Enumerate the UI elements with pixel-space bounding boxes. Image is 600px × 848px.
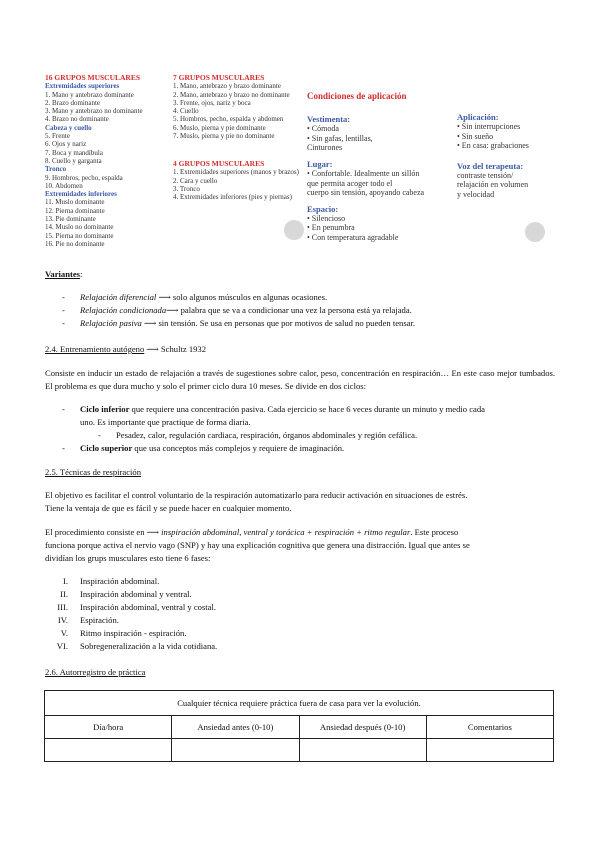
section-2-5-para2c: dividían los grups musculares esto tiene 6 fases: <box>45 553 211 563</box>
group-item: 12. Pierna dominante <box>45 206 105 215</box>
condition-line: relajación en volumen <box>457 180 529 190</box>
seven-groups-column <box>173 74 303 140</box>
section-title: 2.4. Entrenamiento autógeno <box>45 344 145 354</box>
variante-item: - <box>62 305 65 315</box>
condition-line: y velocidad <box>457 189 495 199</box>
condition-line: • Cómoda <box>307 124 339 134</box>
variantes-title: Variantes <box>45 269 81 279</box>
group-item: 14. Muslo no dominante <box>45 223 114 232</box>
section-suffix: ⟶ Schultz 1932 <box>144 344 207 354</box>
group-item: 2. Mano, antebrazo y brazo no dominante <box>173 90 290 99</box>
group-item: 2. Brazo dominante <box>45 98 101 107</box>
four-groups-column <box>173 160 303 201</box>
condition-line: • Sin gafas, lentillas, <box>307 133 373 143</box>
phase-number: VI. <box>56 641 68 651</box>
condition-block <box>457 112 552 151</box>
variante-item-text <box>80 291 327 304</box>
section-2-5-heading <box>45 466 555 479</box>
condition-line: • Sin interrupciones <box>457 122 521 131</box>
condition-line: que permita acoger todo el <box>307 178 393 188</box>
conditions-title: Condiciones de aplicación <box>307 91 407 101</box>
variante-item-text <box>80 304 412 317</box>
variante-term: Relajación pasiva <box>80 318 142 328</box>
variante-item-text <box>80 317 415 330</box>
group-item: 8. Cuello y garganta <box>45 156 102 165</box>
group-item: 9. Hombros, pecho, espalda <box>45 173 123 182</box>
group-heading: Tronco <box>45 165 67 174</box>
bullet-desc: que requiere una concentración pasiva. Cada ejercicio se hace 6 veces durante un minuto y medio cada <box>129 404 485 414</box>
phase-number: V. <box>60 628 68 638</box>
decorative-circle <box>525 222 545 242</box>
table-header-row <box>45 716 554 739</box>
phase-text: Ritmo inspiración - espiración. <box>80 628 187 638</box>
condition-heading: Voz del terapeuta: <box>457 160 524 171</box>
section-2-5-para2 <box>45 526 555 539</box>
section-2-5-para1a: El objetivo es facilitar el control voluntario de la respiración automatizarlo para reducir activación en situaciones de estrés. <box>45 490 468 500</box>
condition-line: • Sin sueño <box>457 131 494 141</box>
column-header: Ansiedad después (0-10) <box>299 716 426 739</box>
column-header: Comentarios <box>426 716 553 739</box>
group-item: 1. Mano, antebrazo y brazo dominante <box>173 82 281 91</box>
group-item: 11. Muslo dominante <box>45 198 105 207</box>
group-item: 3. Tronco <box>173 184 200 193</box>
variante-desc: ⟶ sin tensión. Se usa en personas que por motivos de salud no pueden tensar. <box>141 318 416 328</box>
group-item: 13. Pie dominante <box>45 215 96 224</box>
bullet-dash: - <box>62 443 65 453</box>
conditions-right-column <box>457 112 552 210</box>
group-item: 16. Pie no dominante <box>45 239 105 248</box>
section-title: 2.5. Técnicas de respiración <box>45 467 142 477</box>
section-title: 2.6. Autorregistro de práctica <box>45 667 146 677</box>
condition-line: cuerpo sin tensión, apoyando cabeza <box>307 188 425 198</box>
condition-line: • Confortable. Idealmente un sillón <box>307 169 420 179</box>
practice-log-table <box>44 690 554 762</box>
condition-block <box>307 159 457 198</box>
group-heading: Extremidades inferiores <box>45 190 117 199</box>
bullet-ciclo-inferior <box>80 403 555 416</box>
group-item: 7. Boca y mandíbula <box>45 148 103 157</box>
col2-title: 7 GRUPOS MUSCULARES <box>173 73 265 82</box>
group-item: 4. Brazo no dominante <box>45 115 109 124</box>
group-item: 1. Extremidades superiores (manos y brazos) <box>173 168 299 177</box>
bullet-ciclo-superior <box>80 442 344 455</box>
section-2-4-paragraph: Consiste en inducir un estado de relajación a través de sugestiones sobre calor, peso, concentración en respiración… En este caso mejor tumbados. El problema es que dura mucho y solo el primer ciclo dura 10 meses. Se divide en dos ciclos: <box>45 368 555 391</box>
condition-line: • Silencioso <box>307 213 346 223</box>
group-item: 1. Mano y antebrazo dominante <box>45 90 134 99</box>
group-item: 15. Pierna no dominante <box>45 231 114 240</box>
group-item: 7. Muslo, pierna y pie no dominante <box>173 132 275 141</box>
table-caption-row <box>45 691 554 716</box>
section-2-4-heading <box>45 343 555 356</box>
condition-block <box>307 114 457 153</box>
bullet-term: Ciclo superior <box>80 443 133 453</box>
variante-item: - <box>62 292 65 302</box>
condition-heading: Lugar: <box>307 159 333 170</box>
column-header: Ansiedad antes (0-10) <box>172 716 299 739</box>
section-2-5-para2b: funciona porque activa el nervio vago (SNP) y hay una explicación cognitiva que genera una distracción. Igual que antes se <box>45 540 470 550</box>
phase-number: I. <box>62 576 68 586</box>
phase-text: Inspiración abdominal y ventral. <box>80 589 192 599</box>
decorative-circle <box>284 220 304 240</box>
condition-heading: Vestimenta: <box>307 114 351 125</box>
group-item: 3. Frente, ojos, nariz y boca <box>173 98 251 107</box>
sub-bullet-dash: - <box>98 430 101 440</box>
section-2-6-heading <box>45 666 555 679</box>
condition-heading: Aplicación: <box>457 112 499 122</box>
bullet-dash: - <box>62 404 65 414</box>
phase-number: II. <box>60 589 68 599</box>
condition-line: • En penumbra <box>307 223 355 233</box>
condition-block <box>457 161 552 200</box>
table-cell[interactable] <box>45 739 172 762</box>
phase-text: Sobregeneralización a la vida cotidiana. <box>80 641 218 651</box>
section-2-5-para1b: Tiene la ventaja de que es fácil y se puede hacer en cualquier momento. <box>45 503 292 513</box>
group-heading: Cabeza y cuello <box>45 123 92 132</box>
group-item: 10. Abdomen <box>45 181 83 190</box>
group-item: 2. Cara y cuello <box>173 176 218 185</box>
phase-text: Inspiración abdominal, ventral y costal. <box>80 602 217 612</box>
condition-line: Cinturones <box>307 143 343 153</box>
table-cell[interactable] <box>172 739 299 762</box>
variante-desc: ⟶ palabra que se va a condicionar una vez la persona está ya relajada. <box>166 305 412 315</box>
col2b-title: 4 GRUPOS MUSCULARES <box>173 159 265 168</box>
bullet-term: Ciclo inferior <box>80 404 130 414</box>
conditions-column <box>307 92 457 249</box>
muscle-groups-figure <box>45 70 550 258</box>
phase-number: III. <box>57 602 68 612</box>
table-cell[interactable] <box>299 739 426 762</box>
table-row <box>45 739 554 762</box>
condition-line: • En casa: grabaciones <box>457 141 529 151</box>
variante-term: Relajación diferencial <box>80 292 157 302</box>
para-text: El procedimiento consiste en ⟶ <box>45 527 162 537</box>
table-caption: Cualquier técnica requiere práctica fuera de casa para ver la evolución. <box>45 691 554 716</box>
group-item: 5. Hombros, pecho, espalda y abdomen <box>173 115 284 124</box>
group-item: 4. Extremidades inferiores (pies y piernas) <box>173 193 292 202</box>
phase-number: IV. <box>57 615 68 625</box>
group-item: 4. Cuello <box>173 107 199 116</box>
variante-term: Relajación condicionada <box>80 305 167 315</box>
table-cell[interactable] <box>426 739 553 762</box>
variantes-heading: Variantes: <box>45 269 83 279</box>
phase-text: Inspiración abdominal. <box>80 576 160 586</box>
variante-item: - <box>62 318 65 328</box>
variante-desc: ⟶ solo algunos músculos en algunas ocasiones. <box>156 292 328 302</box>
bullet-desc: que usa conceptos más complejos y requiere de imaginación. <box>132 443 345 453</box>
condition-line: contraste tensión/ <box>457 170 514 180</box>
condition-heading: Espacio: <box>307 203 339 214</box>
sub-bullet-text: Pesadez, calor, regulación cardiaca, respiración, órganos abdominales y región cefálica. <box>116 430 418 440</box>
condition-line: • Con temperatura agradable <box>307 233 399 243</box>
group-item: 3. Mano y antebrazo no dominante <box>45 107 143 116</box>
sixteen-groups-column <box>45 74 165 248</box>
para-text: . Este proceso <box>410 527 459 537</box>
group-item: 5. Frente <box>45 132 70 141</box>
bullet-ciclo-inferior-cont: uno. Es importante que practique de forma diaria. <box>80 417 251 427</box>
column-header: Día/hora <box>45 716 172 739</box>
para-emphasis: inspiración abdominal, ventral y torácica + respiración + ritmo regular <box>161 527 411 537</box>
group-heading: Extremidades superiores <box>45 82 120 91</box>
group-item: 6. Muslo, pierna y pie dominante <box>173 123 266 132</box>
group-item: 6. Ojos y nariz <box>45 140 87 149</box>
condition-block <box>307 204 457 243</box>
phase-text: Espiración. <box>80 615 119 625</box>
col1-title: 16 GRUPOS MUSCULARES <box>45 73 141 82</box>
